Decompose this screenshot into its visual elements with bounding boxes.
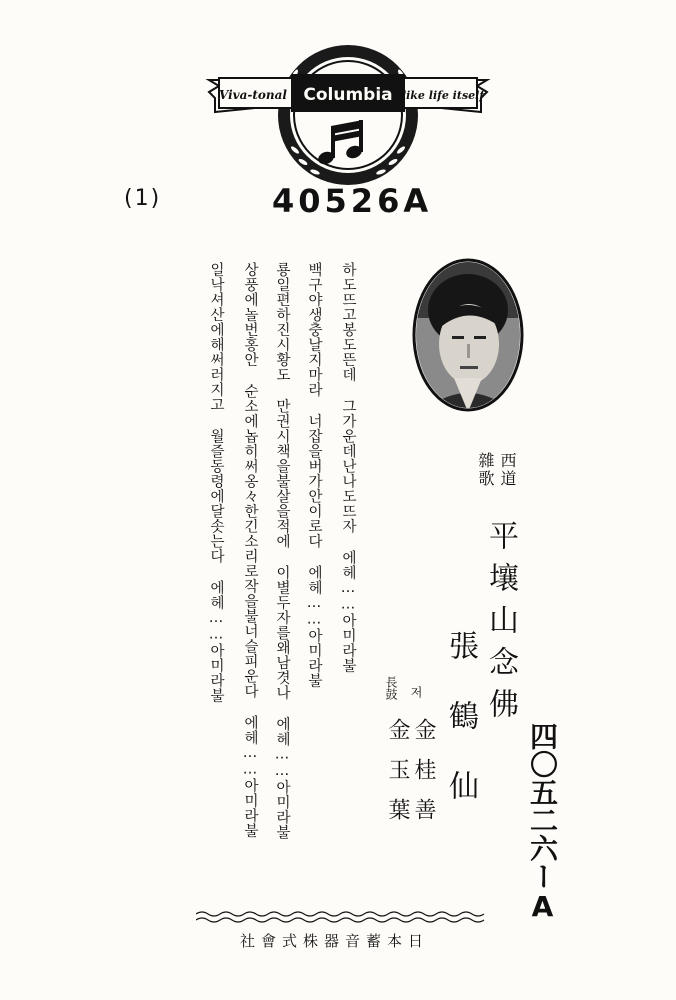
- wavy-divider: [196, 910, 488, 924]
- performer-role-2: 長鼓: [384, 676, 398, 700]
- performer-name-1: 金桂善: [411, 718, 436, 838]
- ribbon-left-text: Viva-tonal: [219, 88, 287, 102]
- index-mark: (1): [124, 186, 162, 211]
- lyric-line: 하도뜨고봉도뜬데 그가운데난나도뜨자 에헤……아미라불: [340, 262, 356, 673]
- singer-portrait: [412, 258, 524, 412]
- song-title: 平壤山念佛: [483, 520, 518, 730]
- performer-role-1: 저: [409, 686, 423, 698]
- lyric-line: 룡일편하진시황도 만권시책을불살을적에 이별두자를왜남겻나 에헤……아미라불: [274, 262, 290, 840]
- columbia-logo: [205, 40, 491, 190]
- record-number: 40526A: [272, 182, 433, 220]
- catalog-number: 四〇五二六ーA: [526, 722, 559, 923]
- genre-line-2: 雜歌: [476, 452, 495, 488]
- laurel-wreath-icon: [278, 45, 418, 185]
- performer-name-2: 金玉葉: [385, 718, 410, 838]
- brand-name: Columbia: [303, 85, 393, 105]
- ribbon-right-text: like life itself: [401, 89, 485, 102]
- genre-line-1: 西道: [498, 452, 517, 488]
- lyric-line: 백구야생충날지마라 너잡을버가안이로다 에헤……아미라불: [306, 262, 322, 688]
- lyric-line: 일낙셔산에해써러지고 월즐동령에달솟는다 에헤……아미라불: [208, 262, 224, 703]
- publisher-footer: 社會式株器音蓄本日: [240, 932, 430, 950]
- singer-name: 張鶴仙: [443, 630, 478, 840]
- lyric-line: 상풍에놀번홍안 순소에놉히써옹々한긴소리로작을불너슬피운다 에헤……아미라불: [242, 262, 258, 838]
